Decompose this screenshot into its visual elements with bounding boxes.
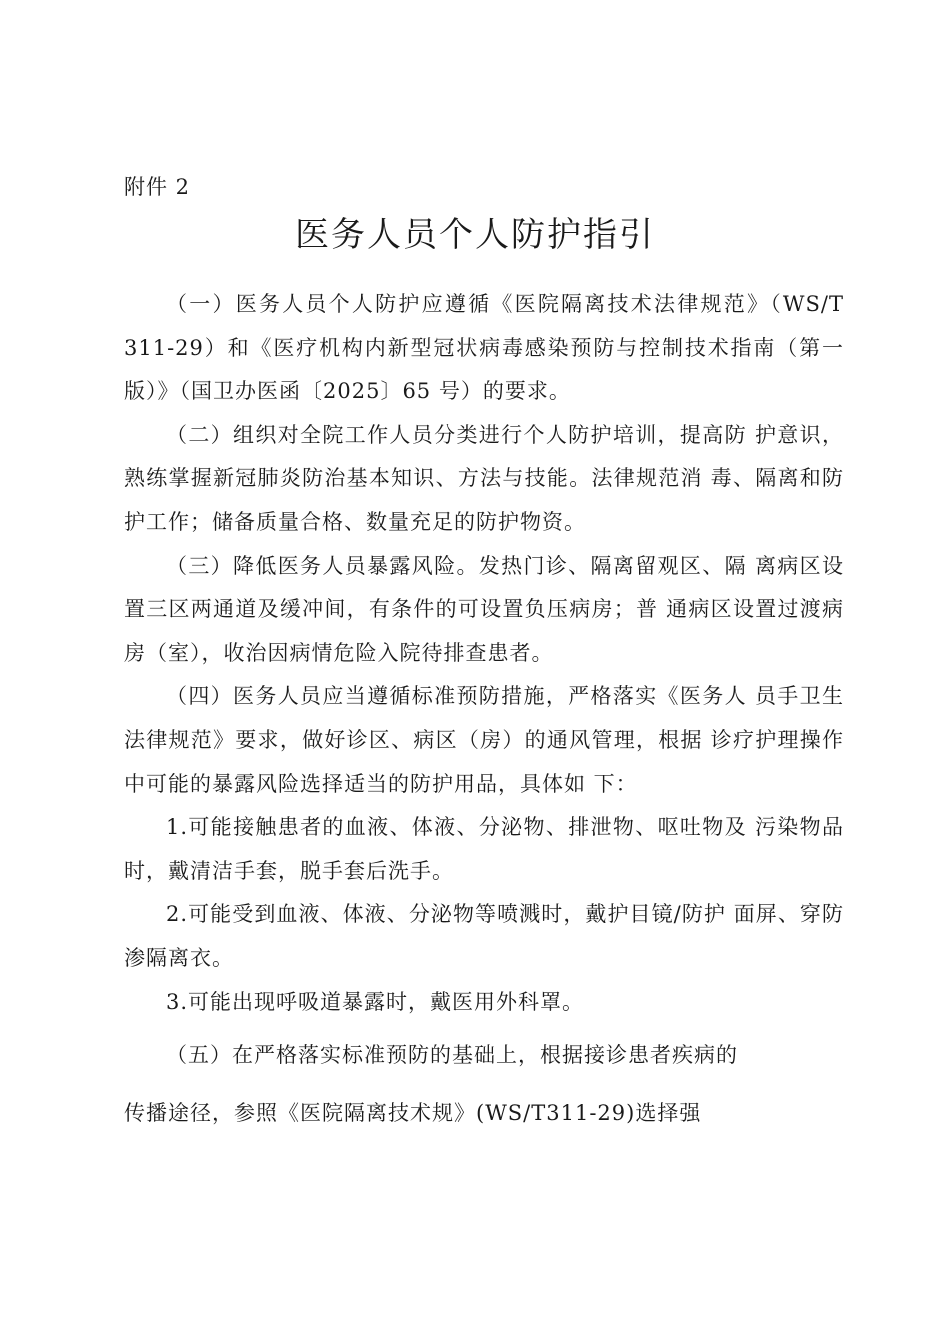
list-item-2: 2.可能受到血液、体液、分泌物等喷溅时，戴护目镜/防护 面屏、穿防渗隔离衣。: [124, 902, 844, 970]
list-item-3: 3.可能出现呼吸道暴露时，戴医用外科罩。: [166, 989, 585, 1014]
paragraph-5: （五）在严格落实标准预防的基础上，根据接诊患者疾病的: [166, 1043, 738, 1068]
list-item-1: 1.可能接触患者的血液、体液、分泌物、排泄物、呕吐物及 污染物品时，戴清洁手套，脱手套后洗手。: [124, 815, 844, 883]
paragraph-1: （一）医务人员个人防护应遵循《医院隔离技术法律规范》（WS/T 311-29）和《医疗机构内新型冠状病毒感染预防与控制技术指南（第一版）》（国卫办医函〔2025〕65 号）的要求。: [124, 292, 844, 404]
paragraph-4: （四）医务人员应当遵循标准预防措施，严格落实《医务人 员手卫生法律规范》要求，做好诊区、病区（房）的通风管理，根据 诊疗护理操作中可能的暴露风险选择适当的防护用品，具体如 下：: [124, 684, 844, 796]
document-body: [124, 283, 844, 1135]
paragraph-3: （三）降低医务人员暴露风险。发热门诊、隔离留观区、隔 离病区设置三区两通道及缓冲间，有条件的可设置负压病房；普 通病区设置过渡病房（室），收治因病情危险入院待排查患者。: [124, 553, 844, 665]
paragraph-5-continuation: 传播途径，参照《医院隔离技术规》(WS/T311-29)选择强: [124, 1100, 702, 1125]
paragraph-2: （二）组织对全院工作人员分类进行个人防护培训，提高防 护意识，熟练掌握新冠肺炎防治基本知识、方法与技能。法律规范消 毒、隔离和防护工作；储备质量合格、数量充足的防护物资。: [124, 422, 844, 534]
attachment-label: 附件 2: [124, 175, 191, 199]
document-title: 医务人员个人防护指引: [295, 215, 655, 255]
